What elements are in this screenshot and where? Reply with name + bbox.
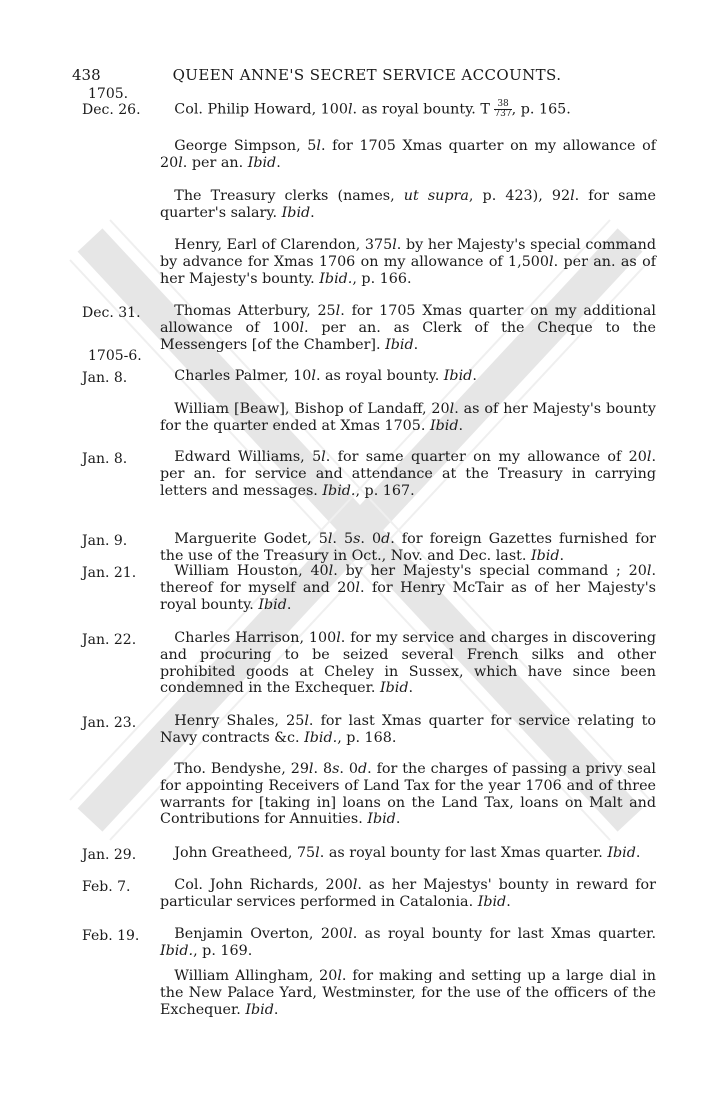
entry-date: Jan. 8. [82,451,128,467]
entry-text: William Houston, 40l. by her Majesty's special command ; 20l. thereof for myself and 20l. for Henry McTair as of her Majesty's royal bounty. Ibid. [160,563,656,613]
entry-date: Jan. 22. [82,632,137,648]
entry-text: Charles Harrison, 100l. for my service and charges in discovering and procuring to be seized several French silks and other prohibited goods at Cheley in Sussex, which have since been condemned in the Exchequer. Ibid. [160,630,657,697]
entry-text: Benjamin Overton, 200l. as royal bounty for last Xmas quarter. Ibid., p. 169. [160,926,656,959]
page-header [72,66,662,88]
entry-date: Jan. 23. [82,715,137,731]
entry-text: Edward Williams, 5l. for same quarter on my allowance of 20l. per an. for service and attendance at the Treasury in carrying letters and messages. Ibid., p. 167. [160,449,656,499]
entry-date: Dec. 31. [82,305,141,321]
reference-fraction: $\frac{38}{737}$ [494,99,512,119]
year-heading: 1705-6. [88,348,142,364]
entry-text: Marguerite Godet, 5l. 5s. 0d. for foreign Gazettes furnished for the use of the Treasury in Oct., Nov. and Dec. last. Ibid. [160,531,657,564]
entry-text: Tho. Bendyshe, 29l. 8s. 0d. for the charges of passing a privy seal for appointing Receivers of Land Tax for the year 1706 and of three warrants for [taking in] loans on the Land Tax, loans on Malt and Contributions for Annuities. Ibid. [160,761,656,828]
entry-text: William Allingham, 20l. for making and setting up a large dial in the New Palace Yard, Westminster, for the use of the officers of the Exchequer. Ibid. [160,968,656,1018]
entry-date: Feb. 19. [82,928,140,944]
entry-text: The Treasury clerks (names, ut supra, p. 423), 92l. for same quarter's salary. Ibid. [160,188,656,221]
entry-date: Jan. 21. [82,565,137,581]
entry-date: Jan. 29. [82,847,137,863]
entry-date: Jan. 9. [82,533,128,549]
page-number: 438 [72,66,101,84]
entry-text: Henry, Earl of Clarendon, 375l. by her Majesty's special command by advance for Xmas 1706 on my allowance of 1,500l. per an. as of her Majesty's bounty. Ibid., p. 166. [160,237,656,287]
entry-text: Henry Shales, 25l. for last Xmas quarter for service relating to Navy contracts &c. Ibid., p. 168. [160,713,656,746]
entry-text: William [Beaw], Bishop of Landaff, 20l. as of her Majesty's bounty for the quarter ended at Xmas 1705. Ibid. [160,401,656,434]
entry-text: Thomas Atterbury, 25l. for 1705 Xmas quarter on my additional allowance of 100l. per an. as Clerk of the Cheque to the Messengers [of the Chamber]. Ibid. [160,303,656,353]
running-title: QUEEN ANNE'S SECRET SERVICE ACCOUNTS. [172,66,562,84]
entry-date: Dec. 26. [82,102,141,118]
entry-text: George Simpson, 5l. for 1705 Xmas quarter on my allowance of 20l. per an. Ibid. [160,138,656,171]
entry-date: Feb. 7. [82,879,131,895]
year-heading: 1705. [88,86,129,102]
entry-date: Jan. 8. [82,370,128,386]
entry-text: Col. Philip Howard, 100l. as royal bounty. T $\frac{38}{737}$ , p. 165. [174,99,571,119]
entry-text: Col. John Richards, 200l. as her Majestys' bounty in reward for particular services performed in Catalonia. Ibid. [160,877,656,910]
entry-text: Charles Palmer, 10l. as royal bounty. Ibid. [174,368,477,384]
entry-text: John Greatheed, 75l. as royal bounty for last Xmas quarter. Ibid. [174,845,641,861]
